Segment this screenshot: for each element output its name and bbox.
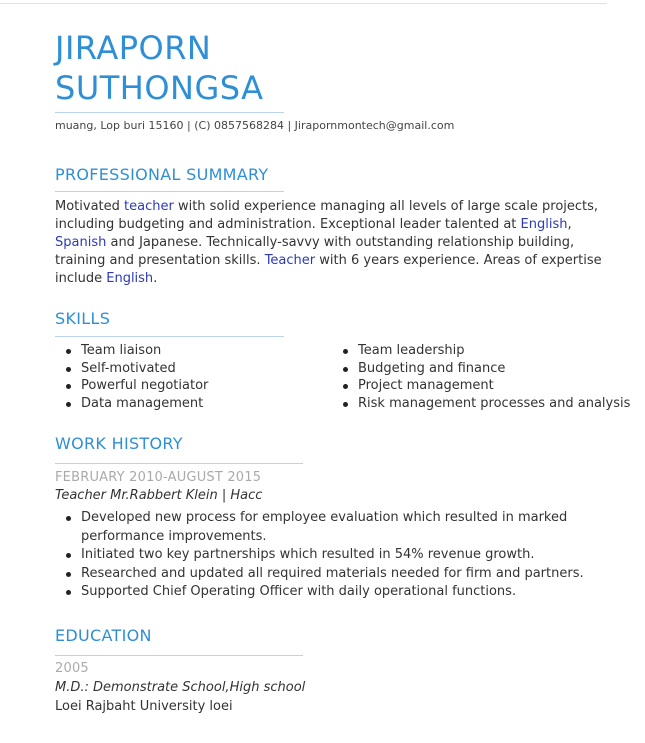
keyword-english: English xyxy=(520,217,568,232)
work-history-heading: WORK HISTORY xyxy=(55,434,183,453)
job-duties-list xyxy=(55,509,615,602)
summary-part: , xyxy=(567,217,572,232)
summary-part: . xyxy=(153,271,158,286)
skills-divider xyxy=(55,336,284,337)
job-dates: FEBRUARY 2010-AUGUST 2015 xyxy=(55,470,262,485)
summary-divider xyxy=(55,191,284,192)
keyword-spanish: Spanish xyxy=(55,235,107,250)
skill-item: Data management xyxy=(55,395,208,413)
contact-line: muang, Lop buri 15160 | (C) 0857568284 | Jirapornmontech@gmail.com xyxy=(55,119,455,132)
work-history-divider xyxy=(55,463,303,464)
top-divider xyxy=(0,3,607,4)
skill-item: Risk management processes and analysis xyxy=(332,395,630,413)
education-degree: M.D.: Demonstrate School,High school xyxy=(55,680,306,695)
education-school: Loei Rajbaht University loei xyxy=(55,699,233,714)
job-title: Teacher Mr.Rabbert Klein | Hacc xyxy=(55,488,263,503)
education-year: 2005 xyxy=(55,661,89,676)
skill-item: Powerful negotiator xyxy=(55,377,208,395)
education-divider xyxy=(55,655,303,656)
skills-heading: SKILLS xyxy=(55,309,111,328)
summary-part: Motivated xyxy=(55,199,125,214)
last-name: SUTHONGSA xyxy=(55,69,264,107)
keyword-english: English xyxy=(106,271,154,286)
keyword-teacher: teacher xyxy=(124,199,174,214)
skill-item: Team liaison xyxy=(55,342,208,360)
summary-part: and Japanese. Technically-savvy with outstanding relationship building, training and presentation skills. xyxy=(55,235,575,268)
summary-part: with solid experience managing all levels of large scale projects, including budgeting and administration. Exceptional leader talented at xyxy=(55,199,599,232)
duty-item: Researched and updated all required materials needed for firm and partners. xyxy=(55,565,615,584)
candidate-name xyxy=(55,28,264,108)
first-name: JIRAPORN xyxy=(55,29,212,67)
skill-item: Self-motivated xyxy=(55,360,208,378)
summary-part: with 6 years experience. Areas of expertise include xyxy=(55,253,602,286)
skills-list-right xyxy=(332,342,630,412)
duty-item: Supported Chief Operating Officer with daily operational functions. xyxy=(55,583,615,602)
education-heading: EDUCATION xyxy=(55,626,152,645)
skill-item: Project management xyxy=(332,377,630,395)
duty-item: Initiated two key partnerships which resulted in 54% revenue growth. xyxy=(55,546,615,565)
keyword-teacher: Teacher xyxy=(264,253,316,268)
summary-heading: PROFESSIONAL SUMMARY xyxy=(55,165,269,184)
summary-text xyxy=(55,198,615,288)
skill-item: Budgeting and finance xyxy=(332,360,630,378)
duty-item: Developed new process for employee evaluation which resulted in marked performance improvements. xyxy=(55,509,615,546)
skill-item: Team leadership xyxy=(332,342,630,360)
skills-list-left xyxy=(55,342,208,412)
name-divider xyxy=(55,112,284,113)
